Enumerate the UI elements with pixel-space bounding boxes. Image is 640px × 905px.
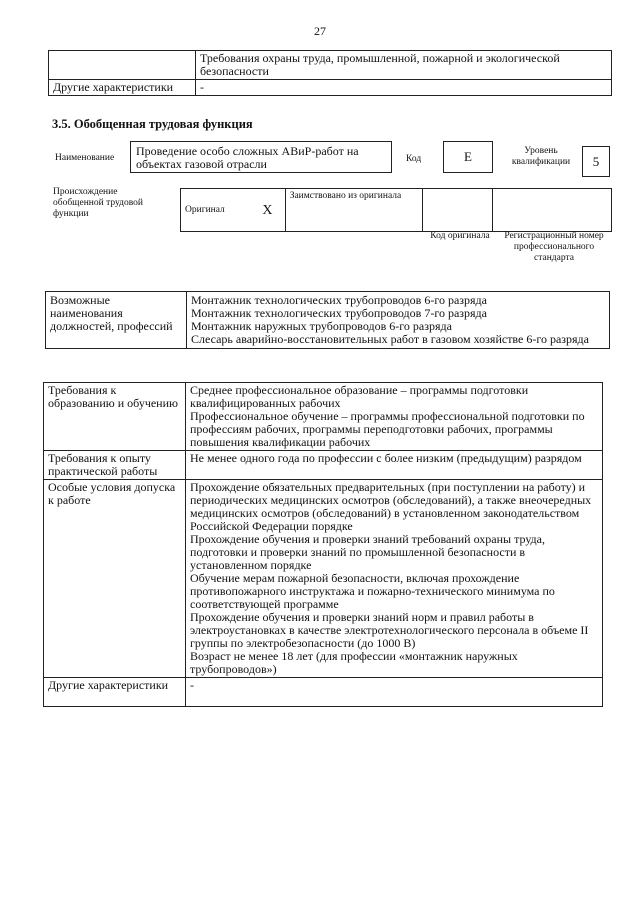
- other-characteristics-label: Другие характеристики: [49, 80, 196, 96]
- previous-function-table: [48, 50, 612, 96]
- registration-number-label: Регистрационный номер профессионального стандарта: [504, 231, 604, 263]
- section-title: 3.5. Обобщенная трудовая функция: [52, 117, 253, 131]
- conditions-values: [186, 480, 603, 678]
- table-row: [44, 480, 603, 678]
- reg-number-cell: [493, 189, 612, 232]
- qualification-level-label: Уровень квалификации: [511, 146, 571, 167]
- conditions-label: Особые условия допуска к работе: [44, 480, 186, 678]
- position-item: Монтажник наружных трубопроводов 6-го разряда: [191, 319, 452, 333]
- position-item: Слесарь аварийно-восстановительных работ в газовом хозяйстве 6-го разряда: [191, 332, 589, 346]
- education-item: Среднее профессиональное образование – программы подготовки квалифицированных рабочих: [190, 383, 529, 410]
- origin-table: [180, 188, 612, 232]
- code-label: Код: [406, 154, 422, 164]
- position-item: Монтажник технологических трубопроводов 6-го разряда: [191, 293, 487, 307]
- page-number: 27: [314, 24, 326, 38]
- table-row: [49, 80, 612, 96]
- position-item: Монтажник технологических трубопроводов 7-го разряда: [191, 306, 487, 320]
- code-original-cell: [422, 189, 492, 232]
- table-row: [44, 383, 603, 451]
- education-label: Требования к образованию и обучению: [44, 383, 186, 451]
- education-item: Профессиональное обучение – программы профессиональной подготовки по профессиям рабочих, программы переподготовки рабочих, программы повышения квалификации рабочих: [190, 409, 585, 449]
- condition-item: Обучение мерам пожарной безопасности, включая прохождение противопожарного инструктажа и пожарно-технического минимума по соответствующей программе: [190, 571, 555, 611]
- other-label: Другие характеристики: [44, 678, 186, 707]
- condition-item: Прохождение обучения и проверки знаний требований охраны труда, подготовки и проверки знаний по промышленной безопасности в установленном порядке: [190, 532, 545, 572]
- original-mark: X: [250, 189, 285, 232]
- experience-value: Не менее одного года по профессии с более низким (предыдущим) разрядом: [186, 451, 603, 480]
- education-values: [186, 383, 603, 451]
- condition-item: Прохождение обучения и проверки знаний норм и правил работы в электроустановках в качестве электротехнологического персонала в объеме II группы по электробезопасности (до 1000 В): [190, 610, 589, 650]
- experience-label: Требования к опыту практической работы: [44, 451, 186, 480]
- table-row: [44, 678, 603, 707]
- table-row: [49, 51, 612, 80]
- requirements-table: [43, 382, 603, 707]
- table-row: [44, 451, 603, 480]
- row-value: Требования охраны труда, промышленной, пожарной и экологической безопасности: [196, 51, 612, 80]
- positions-label: Возможные наименования должностей, профессий: [46, 292, 187, 349]
- name-label: Наименование: [55, 153, 115, 163]
- qualification-level-box: 5: [582, 146, 610, 177]
- row-label: [49, 51, 196, 80]
- original-label: Оригинал: [181, 189, 251, 232]
- code-original-label: Код оригинала: [430, 231, 490, 241]
- borrowed-label: Заимствовано из оригинала: [285, 189, 422, 232]
- table-row: [181, 189, 612, 232]
- origin-label: Происхождение обобщенной трудовой функции: [53, 187, 143, 219]
- other-characteristics-value: -: [196, 80, 612, 96]
- condition-item: Возраст не менее 18 лет (для профессии «монтажник наружных трубопроводов»): [190, 649, 518, 676]
- condition-item: Прохождение обязательных предварительных (при поступлении на работу) и периодических медицинских осмотров (обследований), а также внеочередных медицинских осмотров (обследований) в установленном законодательством Российской Федерации порядке: [190, 480, 592, 533]
- positions-list: [187, 292, 610, 349]
- other-value: -: [186, 678, 603, 707]
- positions-table: [45, 291, 610, 349]
- function-name-box: Проведение особо сложных АВиР-работ на объектах газовой отрасли: [130, 141, 392, 173]
- code-value-box: E: [443, 141, 493, 173]
- table-row: [46, 292, 610, 349]
